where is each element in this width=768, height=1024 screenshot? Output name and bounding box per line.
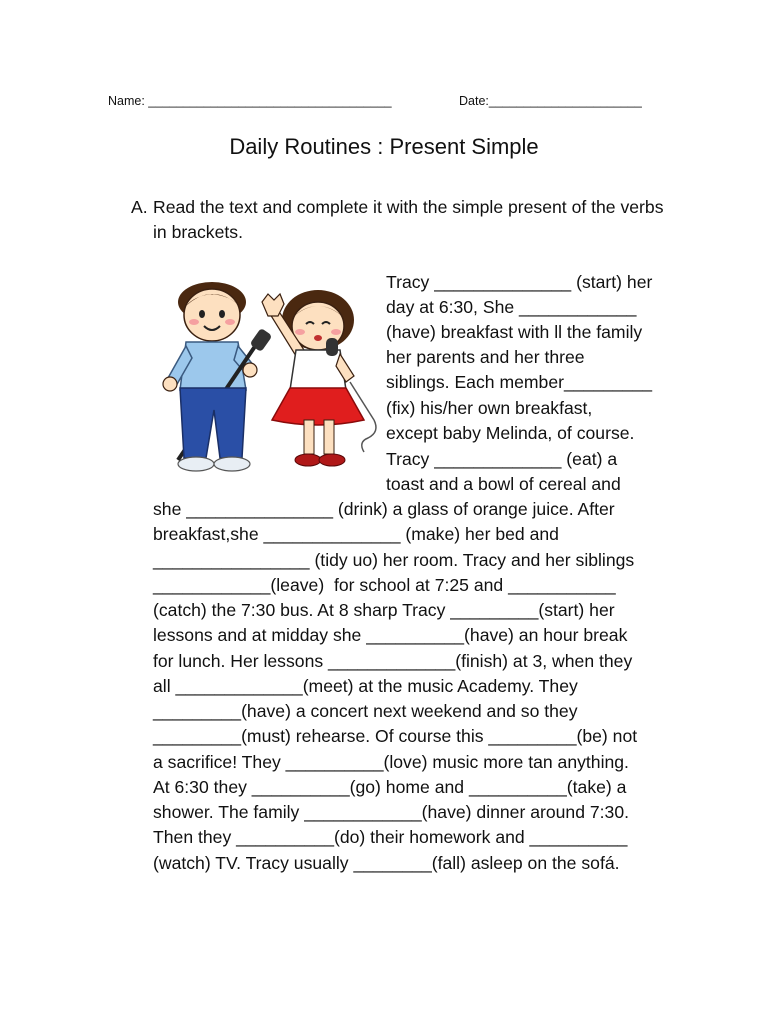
name-field: Name: ___________________________________ xyxy=(108,94,392,108)
passage-line: all _____________(meet) at the music Academy. They xyxy=(153,676,578,696)
instruction-text: Read the text and complete it with the simple present of the verbs in brackets. xyxy=(153,197,664,242)
exercise-instruction xyxy=(131,195,671,245)
passage-line: _________(have) a concert next weekend and so they xyxy=(153,701,578,721)
passage-line: she _______________ (drink) a glass of orange juice. After xyxy=(153,499,615,519)
passage-line: ____________(leave) for school at 7:25 and ___________ xyxy=(153,575,616,595)
passage-line: ________________ (tidy uo) her room. Tracy and her siblings xyxy=(153,550,635,570)
exercise-marker: A. xyxy=(131,197,148,217)
girl-figure xyxy=(262,290,376,466)
boy-figure xyxy=(163,282,272,471)
passage-line: (watch) TV. Tracy usually ________(fall) asleep on the sofá. xyxy=(153,853,620,873)
passage-line: shower. The family ____________(have) dinner around 7:30. xyxy=(153,802,630,822)
passage-line: Then they __________(do) their homework and __________ xyxy=(153,827,628,847)
passage-line: her parents and her three xyxy=(386,347,585,367)
passage-line: day at 6:30, She ____________ xyxy=(386,297,637,317)
passage-line: lessons and at midday she __________(have) an hour break xyxy=(153,625,628,645)
passage-line: siblings. Each member_________ xyxy=(386,372,653,392)
page-title: Daily Routines : Present Simple xyxy=(229,134,539,159)
passage-line: toast and a bowl of cereal and xyxy=(386,474,621,494)
date-field: Date:______________________ xyxy=(459,94,642,108)
passage-line: (fix) his/her own breakfast, xyxy=(386,398,593,418)
passage-line: a sacrifice! They __________(love) music more tan anything. xyxy=(153,752,629,772)
passage-line: breakfast,she ______________ (make) her bed and xyxy=(153,524,559,544)
passage-line: (have) breakfast with ll the family xyxy=(386,322,643,342)
passage-line: for lunch. Her lessons _____________(finish) at 3, when they xyxy=(153,651,633,671)
passage-line: Tracy ______________ (start) her xyxy=(386,272,653,292)
passage-line: except baby Melinda, of course. xyxy=(386,423,635,443)
passage-line: _________(must) rehearse. Of course this _________(be) not xyxy=(153,726,638,746)
kids-singing-illustration xyxy=(150,270,380,480)
passage-line: At 6:30 they __________(go) home and __________(take) a xyxy=(153,777,627,797)
passage-line: Tracy _____________ (eat) a xyxy=(386,449,618,469)
kids-singing-icon xyxy=(150,270,380,480)
passage-line: (catch) the 7:30 bus. At 8 sharp Tracy _________(start) her xyxy=(153,600,615,620)
